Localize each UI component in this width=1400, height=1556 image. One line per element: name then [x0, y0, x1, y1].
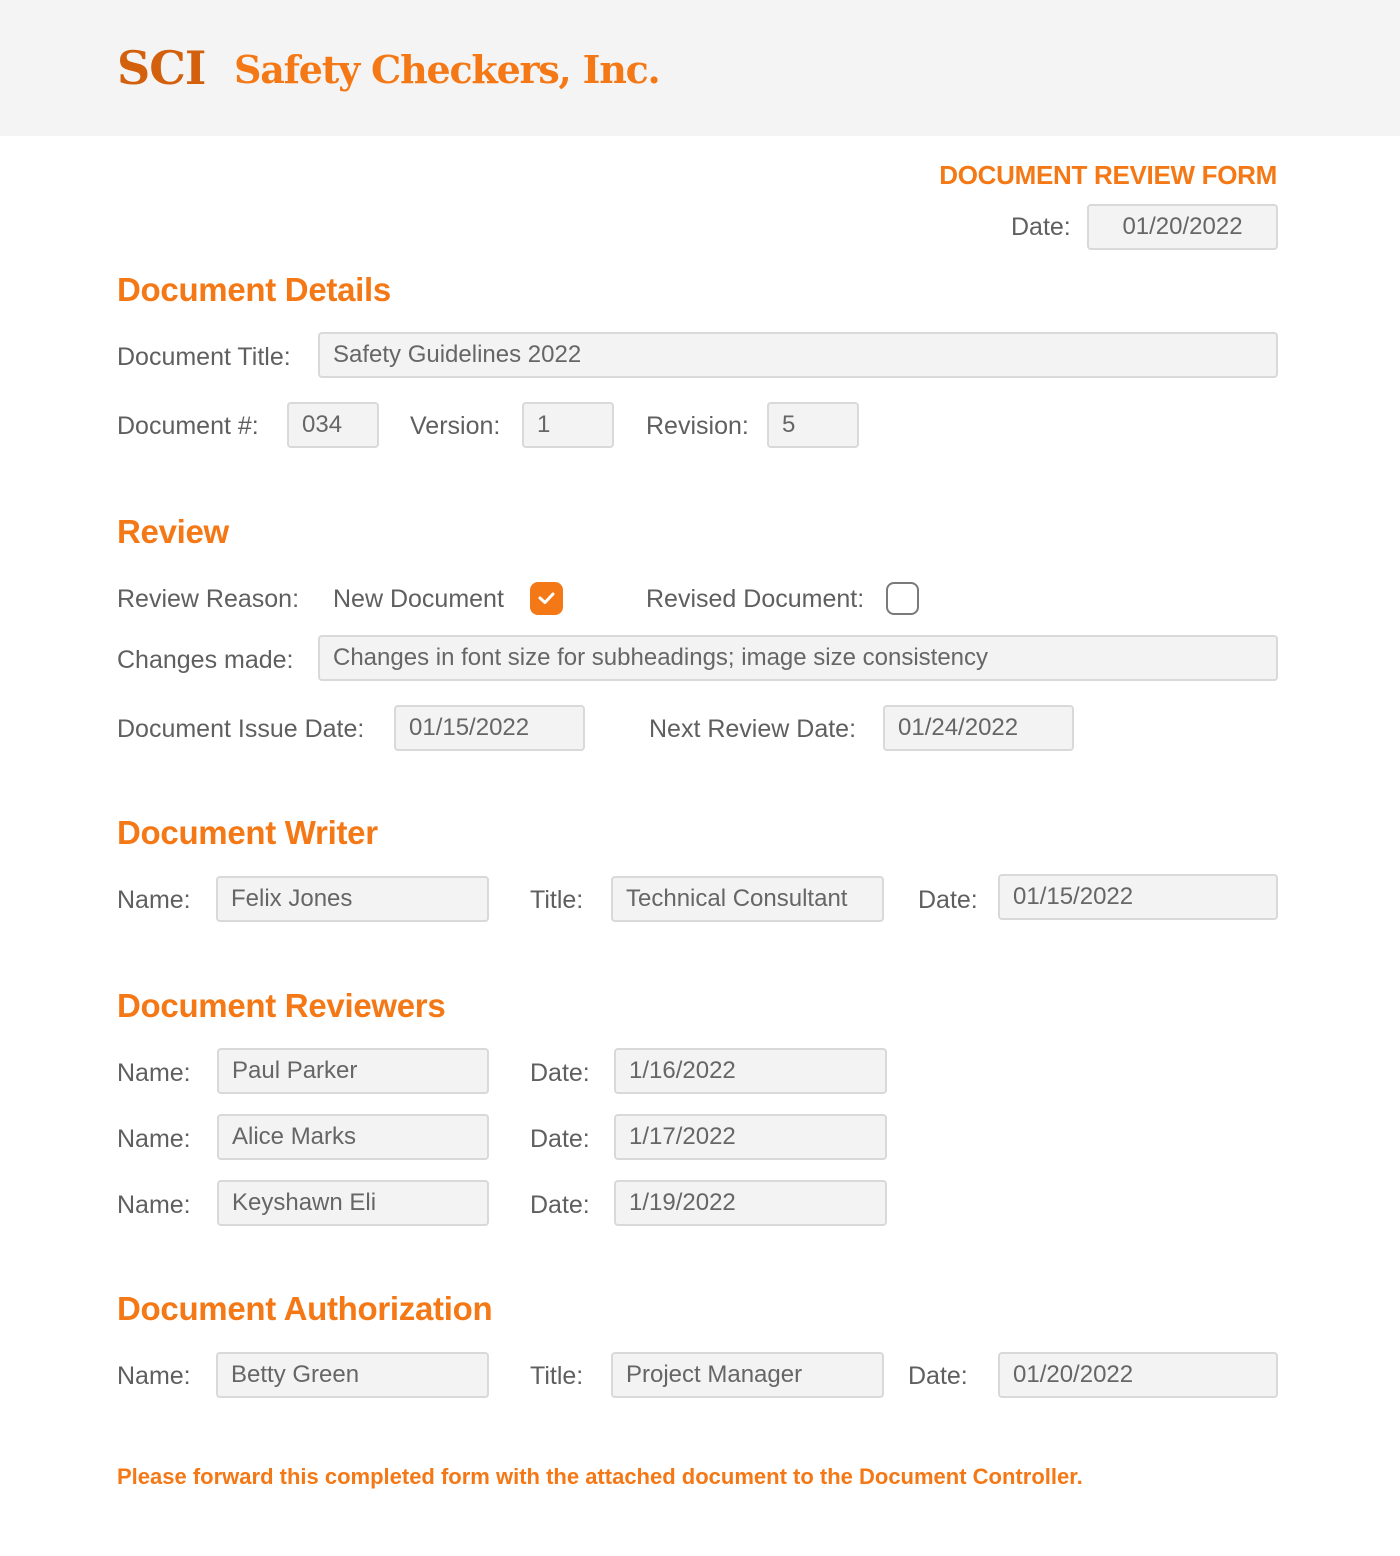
changes-made-field[interactable]: Changes in font size for subheadings; image size consistency	[318, 635, 1278, 681]
authorization-date-label: Date:	[908, 1362, 968, 1390]
writer-date-label: Date:	[918, 886, 978, 914]
reviewer-date-label: Date:	[530, 1125, 590, 1153]
reviewer-date-field[interactable]: 1/19/2022	[614, 1180, 887, 1226]
document-number-field[interactable]: 034	[287, 402, 379, 448]
document-number-label: Document #:	[117, 412, 259, 440]
form-date-field[interactable]: 01/20/2022	[1087, 204, 1278, 250]
issue-date-field[interactable]: 01/15/2022	[394, 705, 585, 751]
reviewer-name-label: Name:	[117, 1059, 191, 1087]
writer-date-field[interactable]: 01/15/2022	[998, 874, 1278, 920]
form-date-label: Date:	[1011, 213, 1071, 241]
reviewer-name-label: Name:	[117, 1125, 191, 1153]
authorization-name-field[interactable]: Betty Green	[216, 1352, 489, 1398]
document-title-label: Document Title:	[117, 343, 291, 371]
reviewer-date-field[interactable]: 1/16/2022	[614, 1048, 887, 1094]
section-heading-review: Review	[117, 513, 229, 550]
review-reason-label: Review Reason:	[117, 585, 300, 613]
company-name: Safety Checkers, Inc.	[234, 47, 660, 92]
section-heading-document-reviewers: Document Reviewers	[117, 987, 446, 1024]
writer-name-label: Name:	[117, 886, 191, 914]
writer-title-label: Title:	[530, 886, 584, 914]
writer-title-field[interactable]: Technical Consultant	[611, 876, 884, 922]
reviewer-date-label: Date:	[530, 1059, 590, 1087]
next-review-date-field[interactable]: 01/24/2022	[883, 705, 1074, 751]
section-heading-document-details: Document Details	[117, 271, 391, 308]
section-heading-document-authorization: Document Authorization	[117, 1290, 493, 1327]
authorization-date-field[interactable]: 01/20/2022	[998, 1352, 1278, 1398]
version-field[interactable]: 1	[522, 402, 614, 448]
form-title: DOCUMENT REVIEW FORM	[939, 160, 1277, 190]
reviewer-date-field[interactable]: 1/17/2022	[614, 1114, 887, 1160]
reviewer-name-label: Name:	[117, 1191, 191, 1219]
reviewer-name-field[interactable]: Alice Marks	[217, 1114, 489, 1160]
revision-field[interactable]: 5	[767, 402, 859, 448]
authorization-title-label: Title:	[530, 1362, 584, 1390]
revised-document-label: Revised Document:	[646, 585, 865, 613]
reviewer-name-field[interactable]: Paul Parker	[217, 1048, 489, 1094]
reviewer-name-field[interactable]: Keyshawn Eli	[217, 1180, 489, 1226]
new-document-checkbox[interactable]	[530, 582, 563, 615]
next-review-date-label: Next Review Date:	[649, 715, 857, 743]
company-logo-abbr: SCI	[117, 41, 206, 95]
version-label: Version:	[410, 412, 501, 440]
issue-date-label: Document Issue Date:	[117, 715, 365, 743]
document-title-field[interactable]: Safety Guidelines 2022	[318, 332, 1278, 378]
writer-name-field[interactable]: Felix Jones	[216, 876, 489, 922]
changes-made-label: Changes made:	[117, 646, 294, 674]
revised-document-checkbox[interactable]	[886, 582, 919, 615]
company-header	[0, 0, 1400, 136]
authorization-title-field[interactable]: Project Manager	[611, 1352, 884, 1398]
footer-instruction-note: Please forward this completed form with the attached document to the Document Controller.	[117, 1464, 1083, 1489]
reviewer-date-label: Date:	[530, 1191, 590, 1219]
checkmark-icon	[538, 591, 555, 605]
new-document-label: New Document	[333, 585, 504, 613]
revision-label: Revision:	[646, 412, 749, 440]
authorization-name-label: Name:	[117, 1362, 191, 1390]
section-heading-document-writer: Document Writer	[117, 814, 378, 851]
